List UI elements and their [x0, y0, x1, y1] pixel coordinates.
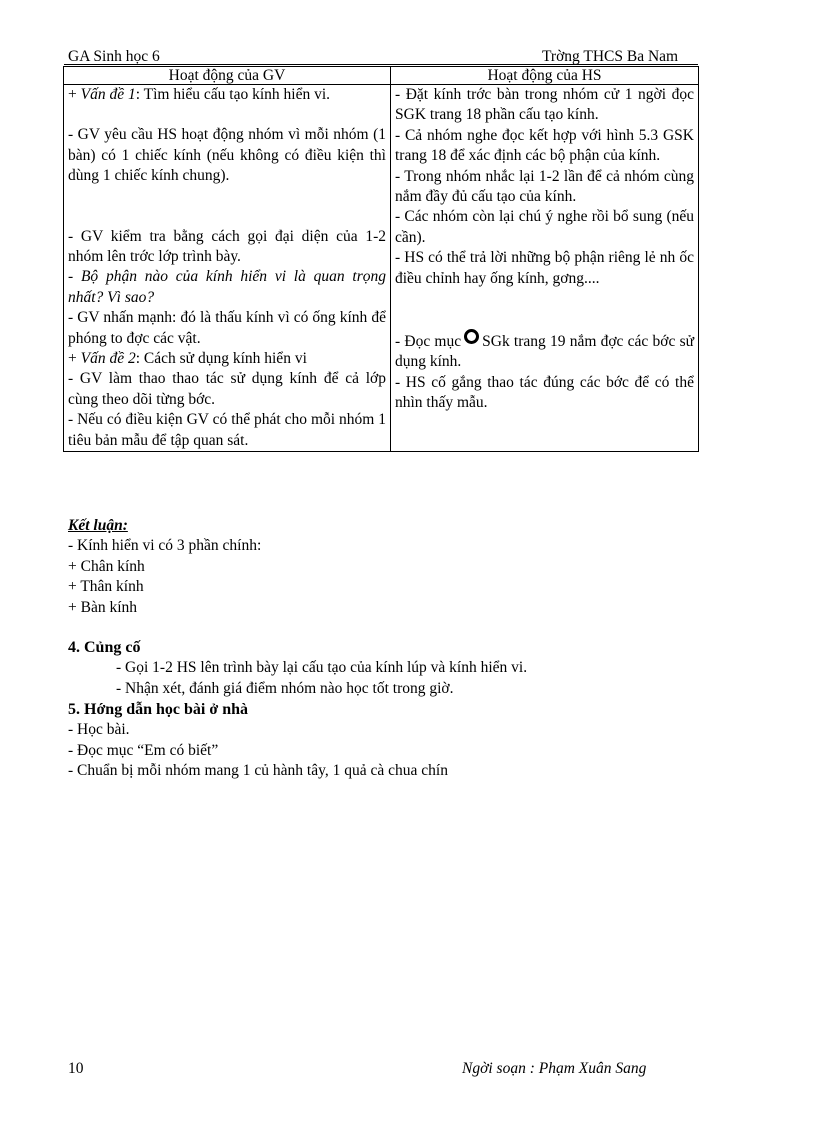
gv-item: - GV làm thao thao tác sử dụng kính để cả lớp cùng theo dõi từng bớc.: [68, 370, 386, 408]
list-item: + Chân kính: [68, 557, 145, 575]
header-subject: GA Sinh học 6: [68, 48, 160, 65]
gv-item: [68, 85, 386, 105]
spacer: [395, 289, 694, 329]
hs-item: - HS có thể trả lời những bộ phận riêng lẻ nh ốc điều chỉnh hay ống kính, gơng....: [395, 249, 694, 287]
section-5: [68, 700, 708, 782]
header-school: Trờng THCS Ba Nam: [542, 48, 679, 65]
section-5-title: 5. Hớng dẫn học bài ở nhà: [68, 701, 248, 718]
hs-item: - Cả nhóm nghe đọc kết hợp với hình 5.3 GSK trang 18 để xác định các bộ phận của kính.: [395, 126, 694, 165]
gv-question-text: Bộ phận nào của kính hiển vi là quan trọng nhất? Vì sao?: [68, 268, 386, 306]
gv-item: [68, 349, 386, 369]
hs-cell: [391, 85, 699, 452]
gv-item: - GV nhấn mạnh: đó là thấu kính vì có ống kính để phóng to đợc các vật.: [68, 309, 386, 347]
spacer: [68, 105, 386, 125]
page-number: 10: [68, 1060, 84, 1077]
gv-prefix: +: [68, 86, 81, 103]
list-item: + Thân kính: [68, 578, 144, 596]
hs-item: - HS cố gắng thao tác đúng các bớc để có thể nhìn thấy mẫu.: [395, 373, 694, 412]
table-row: [64, 85, 699, 452]
gv-item: - Nếu có điều kiện GV có thể phát cho mỗi nhóm 1 tiêu bản mẫu để tập quan sát.: [68, 411, 386, 449]
hs-text: - Đọc mục: [395, 333, 462, 351]
hs-text: SGk trang 19 nắm đợc các bớc sử dụng kính.: [395, 333, 695, 371]
gv-question: [68, 267, 386, 308]
list-item: + Bàn kính: [68, 598, 138, 616]
hs-item: - Các nhóm còn lại chú ý nghe rồi bổ sung (nếu cần).: [395, 208, 694, 246]
hs-item: - Đặt kính trớc bàn trong nhóm cử 1 ngời đọc SGK trang 18 phần cấu tạo kính.: [395, 86, 694, 124]
footer-author: Ngời soạn : Phạm Xuân Sang: [462, 1060, 647, 1077]
gv-cell: [64, 85, 391, 452]
conclusion-title: Kết luận:: [68, 517, 128, 534]
gv-prefix: -: [68, 268, 81, 286]
circle-icon: [464, 329, 479, 344]
section-4: [68, 638, 708, 699]
section-4-title: 4. Củng cố: [68, 639, 141, 656]
gv-issue-title: Vấn đề 2: [80, 350, 136, 368]
list-item: - Học bài.: [68, 721, 130, 739]
list-item: - Chuẩn bị mỗi nhóm mang 1 củ hành tây, 1 quả cà chua chín: [68, 762, 448, 780]
gv-text: : Cách sử dụng kính hiển vi: [135, 350, 307, 368]
list-item: - Đọc mục “Em có biết”: [68, 741, 219, 759]
list-item: - Gọi 1-2 HS lên trình bày lại cấu tạo của kính lúp và kính hiển vi.: [116, 659, 528, 677]
header-gv: Hoạt động của GV: [64, 67, 391, 85]
hs-item: - Trong nhóm nhắc lại 1-2 lần để cả nhóm cùng nắm đầy đủ cấu tạo của kính.: [395, 167, 694, 206]
list-item: - Kính hiển vi có 3 phần chính:: [68, 537, 262, 555]
gv-issue-title: Vấn đề 1: [80, 86, 136, 103]
activity-table: [63, 66, 699, 452]
list-item: - Nhận xét, đánh giá điểm nhóm nào học tốt trong giờ.: [116, 679, 454, 697]
table-header-row: [64, 67, 699, 85]
gv-text: : Tìm hiểu cấu tạo kính hiển vi.: [135, 86, 331, 103]
gv-item: - GV kiểm tra bằng cách gọi đại diện của 1-2 nhóm lên trớc lớp trình bày.: [68, 227, 386, 266]
conclusion-section: [68, 516, 708, 618]
hs-item: [395, 329, 694, 373]
header-rule: [64, 64, 698, 65]
spacer: [68, 187, 386, 227]
gv-prefix: +: [68, 350, 81, 368]
gv-item: - GV yêu cầu HS hoạt động nhóm vì mỗi nhóm (1 bàn) có 1 chiếc kính (nếu không có điều kiện thì dùng 1 chiếc kính chung).: [68, 126, 386, 185]
header-hs: Hoạt động của HS: [391, 67, 699, 85]
